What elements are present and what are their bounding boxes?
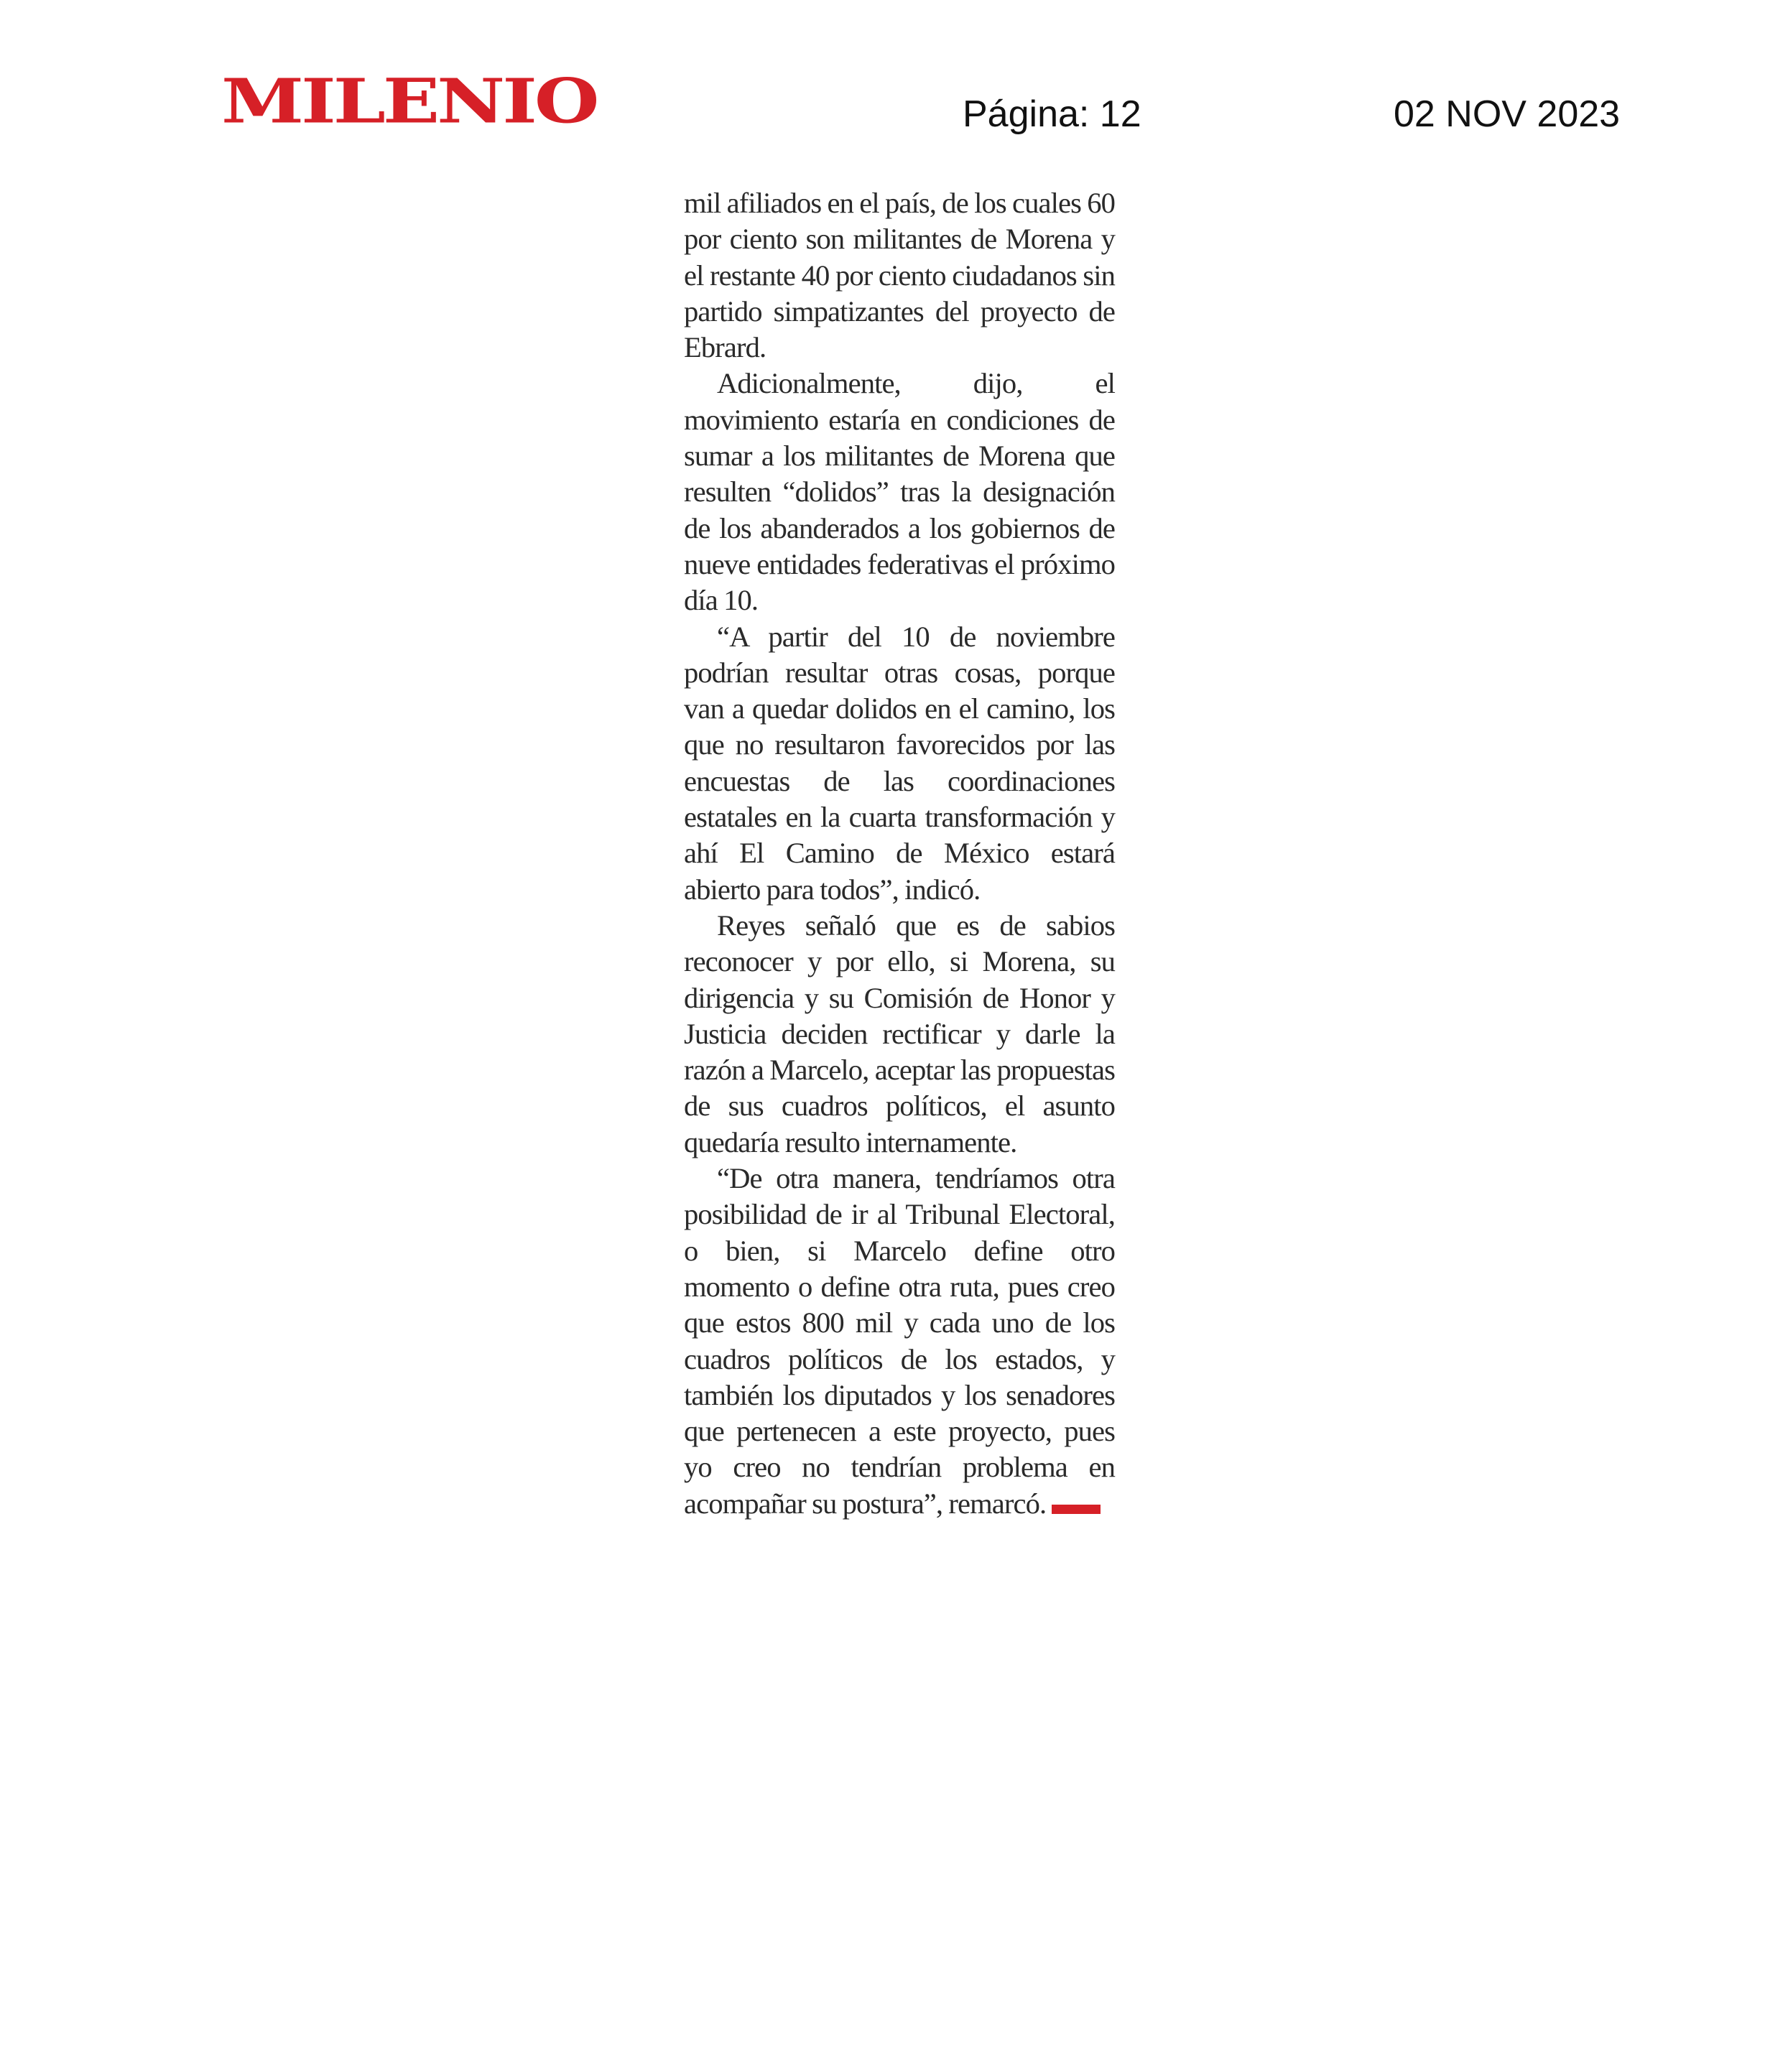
end-of-article-mark bbox=[1052, 1505, 1101, 1514]
article-paragraph: mil afiliados en el país, de los cuales 60 por ciento son militantes de Morena y el restante 40 por ciento ciudadanos sin partido simpatizantes del proyecto de Ebrard. bbox=[684, 187, 1115, 364]
article-paragraph: “A partir del 10 de noviembre podrían resultar otras cosas, porque van a quedar dolidos en el camino, los que no resultaron favorecidos por las encuestas de las coordinaciones estatales en la cuarta transformación y ahí El Camino de México estará abierto para todos”, indicó. bbox=[684, 620, 1115, 906]
article-paragraph: Reyes señaló que es de sabios reconocer y por ello, si Morena, su dirigencia y su Comisión de Honor y Justicia deciden rectificar y darle la razón a Marcelo, aceptar las propuestas de sus cuadros políticos, el asunto quedaría resulto internamente. bbox=[684, 909, 1115, 1158]
article-paragraph: Adicionalmente, dijo, el movimiento estaría en condiciones de sumar a los militantes de Morena que resulten “dolidos” tras la designación de los abanderados a los gobiernos de nueve entidades federativas el próximo día 10. bbox=[684, 367, 1115, 617]
publication-date: 02 NOV 2023 bbox=[1394, 93, 1621, 135]
page-number: Página: 12 bbox=[963, 93, 1141, 135]
publication-logo: MILENIO bbox=[221, 65, 597, 138]
article-paragraph-last bbox=[684, 1161, 1115, 1522]
article-body bbox=[684, 185, 1115, 1522]
article-paragraph-text: “De otra manera, tendríamos otra posibilidad de ir al Tribunal Electoral, o bien, si Marcelo define otro momento o define otra ruta, pues creo que estos 800 mil y cada uno de los cuadros políticos de los estados, y también los diputados y los senadores que pertenecen a este proyecto, pues yo creo no tendrían problema en acompañar su postura”, remarcó. bbox=[684, 1162, 1115, 1520]
